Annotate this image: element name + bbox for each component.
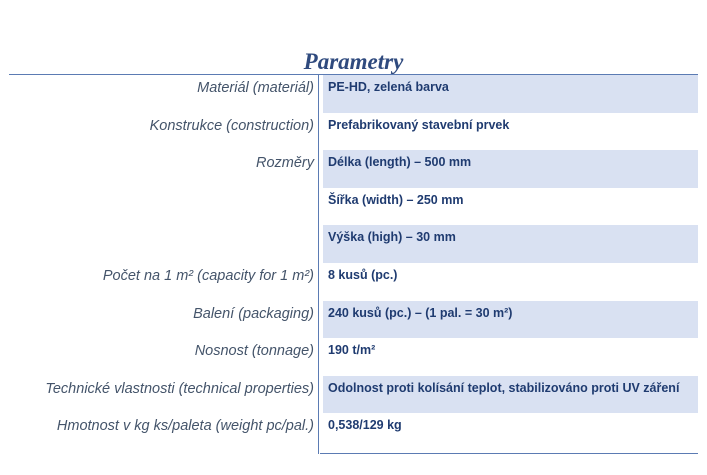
table-row — [0, 301, 707, 339]
row-label: Hmotnost v kg ks/paleta (weight pc/pal.) — [56, 418, 314, 435]
row-value: Výška (high) – 30 mm — [323, 225, 698, 263]
table-row — [0, 376, 707, 414]
row-label: Technické vlastnosti (technical properties) — [45, 380, 314, 397]
row-value: 240 kusů (pc.) – (1 pal. = 30 m²) — [323, 301, 698, 339]
row-label: Materiál (materiál) — [197, 80, 314, 96]
table-row — [0, 113, 707, 151]
table-row — [0, 338, 707, 376]
row-label: Rozměry — [255, 155, 314, 172]
row-value: Prefabrikovaný stavební prvek — [328, 117, 510, 132]
table-row — [0, 413, 707, 451]
table-row — [0, 75, 707, 113]
table-row — [0, 188, 707, 226]
row-value: 190 t/m² — [328, 343, 376, 358]
row-value: Šířka (width) – 250 mm — [328, 192, 464, 207]
parameters-table — [0, 75, 707, 451]
row-label: Balení (packaging) — [193, 305, 314, 322]
row-value: Odolnost proti kolísání teplot, stabilizováno proti UV záření — [323, 376, 698, 414]
table-row — [0, 150, 707, 188]
row-value: PE-HD, zelená barva — [323, 75, 698, 113]
row-value: 8 kusů (pc.) — [328, 267, 398, 282]
bottom-rule — [320, 453, 698, 454]
table-row — [0, 225, 707, 263]
table-title: Parametry — [303, 49, 404, 74]
row-label: Počet na 1 m² (capacity for 1 m²) — [102, 267, 314, 284]
table-row — [0, 263, 707, 301]
row-value: 0,538/129 kg — [328, 418, 402, 433]
row-label: Konstrukce (construction) — [149, 117, 314, 134]
row-value: Délka (length) – 500 mm — [323, 150, 698, 188]
row-label: Nosnost (tonnage) — [194, 343, 314, 360]
